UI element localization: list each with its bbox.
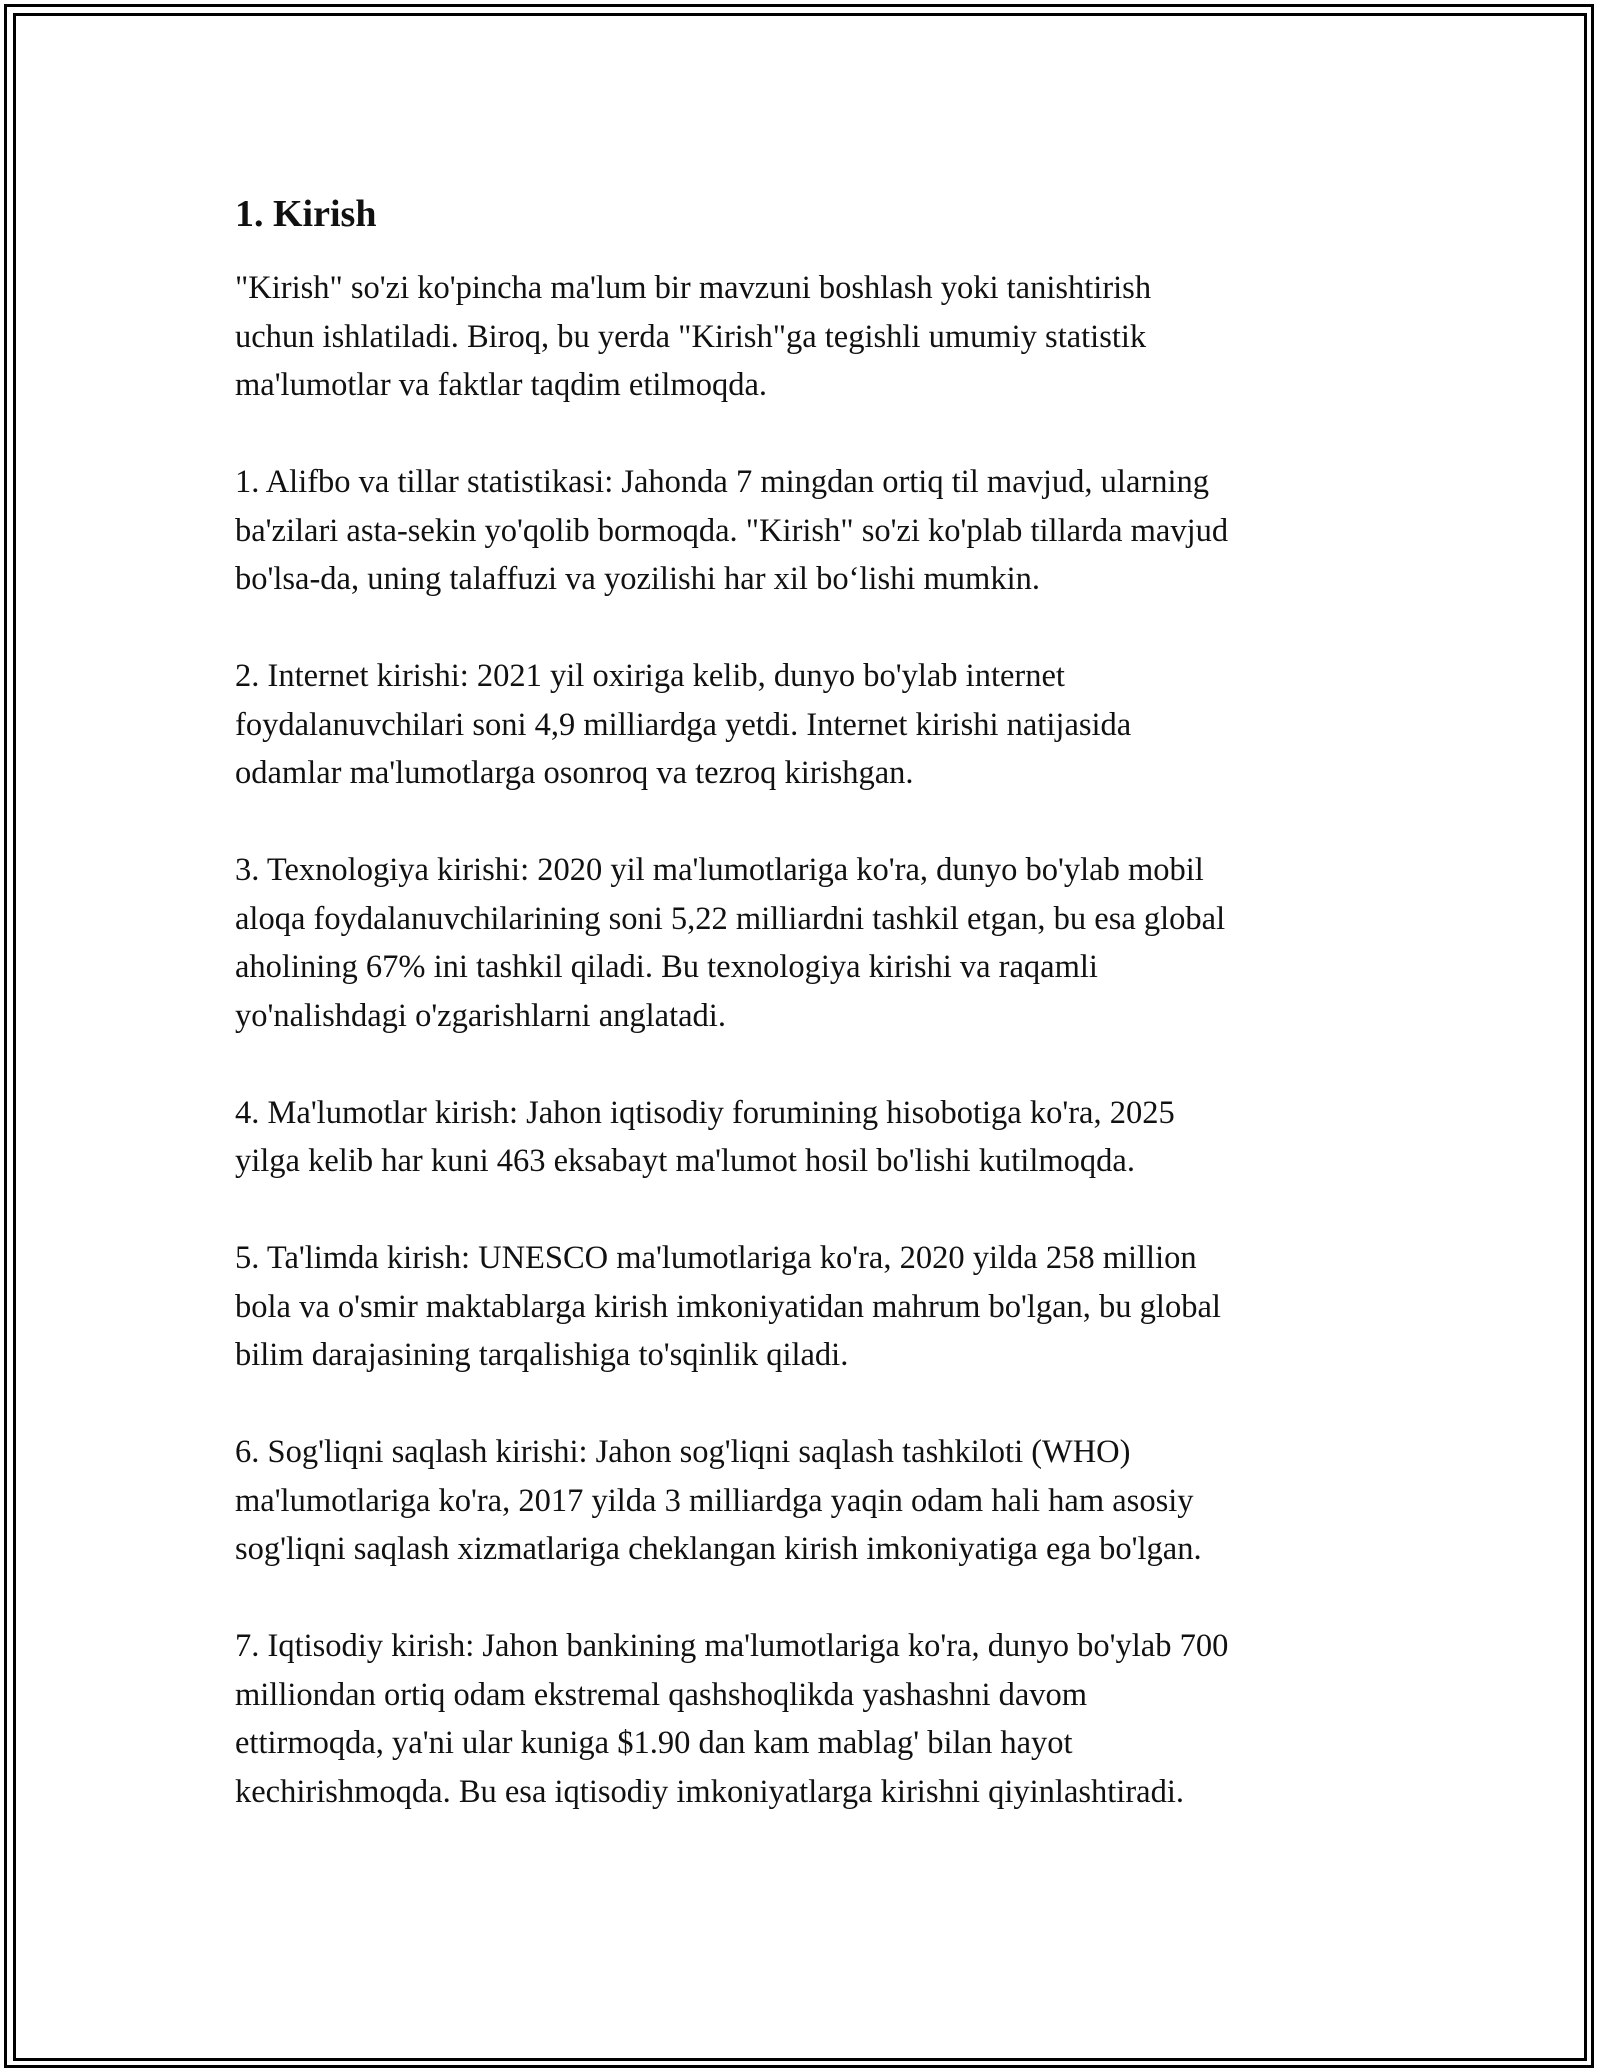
paragraph-line: bilim darajasining tarqalishiga to'sqinlik qiladi. [235, 1337, 849, 1373]
fact-paragraph-6 [235, 1428, 1375, 1574]
document-body [235, 190, 1375, 1865]
paragraph-line: bo'lsa-da, uning talaffuzi va yozilishi har xil bo‘lishi mumkin. [235, 561, 1040, 597]
paragraph-line: 6. Sog'liqni saqlash kirishi: Jahon sog'liqni saqlash tashkiloti (WHO) [235, 1434, 1131, 1470]
paragraph-line: 5. Ta'limda kirish: UNESCO ma'lumotlariga ko'ra, 2020 yilda 258 million [235, 1240, 1197, 1276]
paragraph-line: ettirmoqda, ya'ni ular kuniga $1.90 dan kam mablag' bilan hayot [235, 1725, 1073, 1761]
paragraph-line: odamlar ma'lumotlarga osonroq va tezroq kirishgan. [235, 755, 914, 791]
fact-paragraph-4 [235, 1089, 1375, 1186]
fact-paragraph-3 [235, 846, 1375, 1040]
fact-paragraph-2 [235, 652, 1375, 798]
paragraph-line: "Kirish" so'zi ko'pincha ma'lum bir mavzuni boshlash yoki tanishtirish [235, 270, 1152, 306]
paragraph-line: bola va o'smir maktablarga kirish imkoniyatidan mahrum bo'lgan, bu global [235, 1288, 1221, 1325]
paragraph-line: kechirishmoqda. Bu esa iqtisodiy imkoniyatlarga kirishni qiyinlashtiradi. [235, 1773, 1184, 1810]
intro-paragraph [235, 264, 1375, 410]
paragraph-line: aholining 67% ini tashkil qiladi. Bu texnologiya kirishi va raqamli [235, 949, 1098, 985]
paragraph-line: 1. Alifbo va tillar statistikasi: Jahonda 7 mingdan ortiq til mavjud, ularning [235, 464, 1209, 500]
paragraph-line: 4. Ma'lumotlar kirish: Jahon iqtisodiy forumining hisobotiga ko'ra, 2025 [235, 1094, 1175, 1131]
paragraph-line: ma'lumotlariga ko'ra, 2017 yilda 3 milliardga yaqin odam hali ham asosiy [235, 1482, 1194, 1519]
paragraph-line: 2. Internet kirishi: 2021 yil oxiriga kelib, dunyo bo'ylab internet [235, 658, 1065, 694]
fact-paragraph-7 [235, 1622, 1375, 1816]
paragraph-line: milliondan ortiq odam ekstremal qashshoqlikda yashashni davom [235, 1676, 1088, 1713]
section-heading: 1. Kirish [235, 193, 377, 235]
paragraph-line: 3. Texnologiya kirishi: 2020 yil ma'lumotlariga ko'ra, dunyo bo'ylab mobil [235, 852, 1204, 888]
paragraph-line: yo'nalishdagi o'zgarishlarni anglatadi. [235, 997, 726, 1034]
paragraph-line: yilga kelib har kuni 463 eksabayt ma'lumot hosil bo'lishi kutilmoqda. [235, 1143, 1135, 1179]
paragraph-line: ba'zilari asta-sekin yo'qolib bormoqda. "Kirish" so'zi ko'plab tillarda mavjud [235, 512, 1229, 549]
paragraph-line: 7. Iqtisodiy kirish: Jahon bankining ma'lumotlariga ko'ra, dunyo bo'ylab 700 [235, 1628, 1229, 1664]
paragraph-line: aloqa foydalanuvchilarining soni 5,22 milliardni tashkil etgan, bu esa global [235, 900, 1226, 937]
fact-paragraph-1 [235, 458, 1375, 604]
paragraph-line: foydalanuvchilari soni 4,9 milliardga yetdi. Internet kirishi natijasida [235, 706, 1132, 743]
paragraph-line: sog'liqni saqlash xizmatlariga cheklangan kirish imkoniyatiga ega bo'lgan. [235, 1531, 1202, 1567]
paragraph-line: uchun ishlatiladi. Biroq, bu yerda "Kirish"ga tegishli umumiy statistik [235, 318, 1147, 355]
fact-paragraph-5 [235, 1234, 1375, 1380]
paragraph-line: ma'lumotlar va faktlar taqdim etilmoqda. [235, 367, 768, 403]
